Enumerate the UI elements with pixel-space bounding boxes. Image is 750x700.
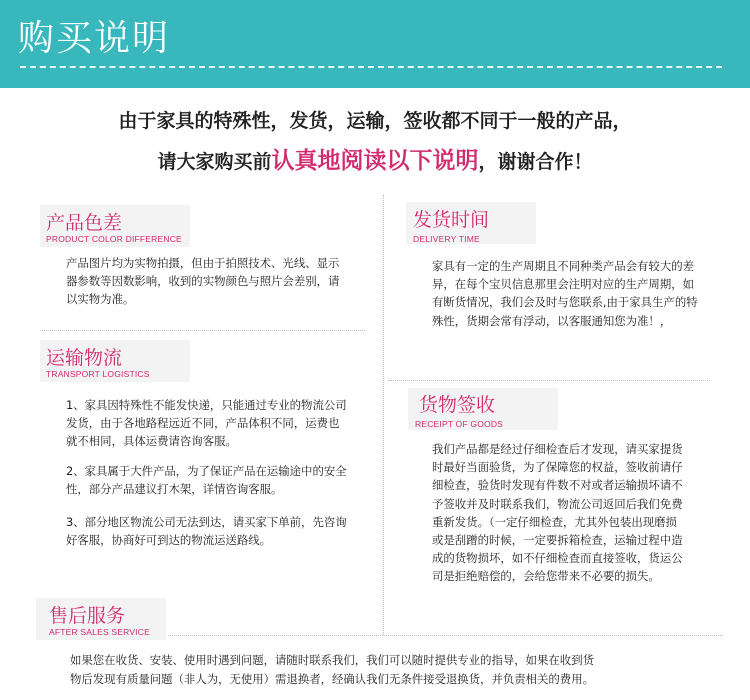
banner-dashed-divider (20, 66, 722, 68)
delivery-section-text: 家具有一定的生产周期且不同种类产品会有较大的差异，在每个宝贝信息那里会注明对应的生产周期，如有断货情况，我们会及时与您联系,由于家具生产的特殊性，货期会常有浮动，以客服通知您为准！， (432, 259, 698, 328)
after-sales-section-subtitle: AFTER SALES SERVICE (49, 627, 150, 637)
header-banner (0, 0, 750, 88)
color-section-title: 产品色差 (46, 212, 123, 234)
receipt-section-title: 货物签收 (419, 394, 496, 416)
delivery-section-subtitle: DELIVERY TIME (413, 234, 480, 244)
receipt-section-subtitle: RECEIPT OF GOODS (415, 419, 504, 429)
color-section-subtitle: PRODUCT COLOR DIFFERENCE (46, 234, 182, 244)
bottom-divider (168, 635, 723, 636)
color-section-text: 产品图片均为实物拍摄，但由于拍照技术、光线、显示器参数等因数影响，收到的实物颜色与照片会差别，请以实物为准。 (66, 256, 340, 307)
right-divider-1 (388, 380, 710, 381)
after-sales-line-1: 如果您在收货、安装、使用时遇到问题，请随时联系我们，我们可以随时提供专业的指导，如果在收到货 (70, 653, 594, 667)
receipt-section-text: 我们产品都是经过仔细检查后才发现，请买家提货时最好当面验货，为了保障您的权益，签收前请仔细检查，验货时发现有件数不对或者运输损坏请不予签收并及时联系我们，物流公司返回后我们免费重新发货。（一定仔细检查，尤其外包装出现磨损或是刮蹭的时候，一定要拆箱检查，运输过程中造成的货物损坏，如不仔细检查而直接签收，货运公司是拒绝赔偿的，会给您带来不必要的损失。 (432, 442, 683, 584)
logistics-section-subtitle: TRANSPORT LOGISTICS (46, 369, 150, 379)
intro-highlight: 认真地阅读以下说明 (271, 148, 479, 174)
vertical-divider (383, 195, 384, 635)
logistics-para-2: 2、家具属于大件产品，为了保证产品在运输途中的安全性，部分产品建议打木架，详情咨询客服。 (66, 464, 347, 497)
logistics-para-3: 3、部分地区物流公司无法到达，请买家下单前，先咨询好客服，协商好可到达的物流运送路线。 (66, 515, 347, 548)
after-sales-section-title: 售后服务 (49, 605, 126, 627)
after-sales-line-2: 物后发现有质量问题（非人为，无使用）需退换者，经确认我们无条件接受退换货，并负责相关的费用。 (70, 672, 594, 686)
intro-line-1: 由于家具的特殊性，发货，运输，签收都不同于一般的产品， (118, 110, 632, 132)
intro-line-2 (0, 142, 750, 175)
left-divider-1 (40, 330, 365, 331)
delivery-section-title: 发货时间 (413, 209, 490, 231)
logistics-section-title: 运输物流 (46, 347, 123, 369)
intro-line-2-prefix: 请大家购买前 (157, 151, 272, 173)
page-title: 购买说明 (18, 18, 171, 59)
logistics-para-1: 1、家具因特殊性不能发快递，只能通过专业的物流公司发货，由于各地路程远近不同，产品体积不同，运费也就不相同，具体运费请咨询客服。 (66, 398, 347, 449)
intro-line-2-suffix: ，谢谢合作！ (478, 151, 593, 173)
